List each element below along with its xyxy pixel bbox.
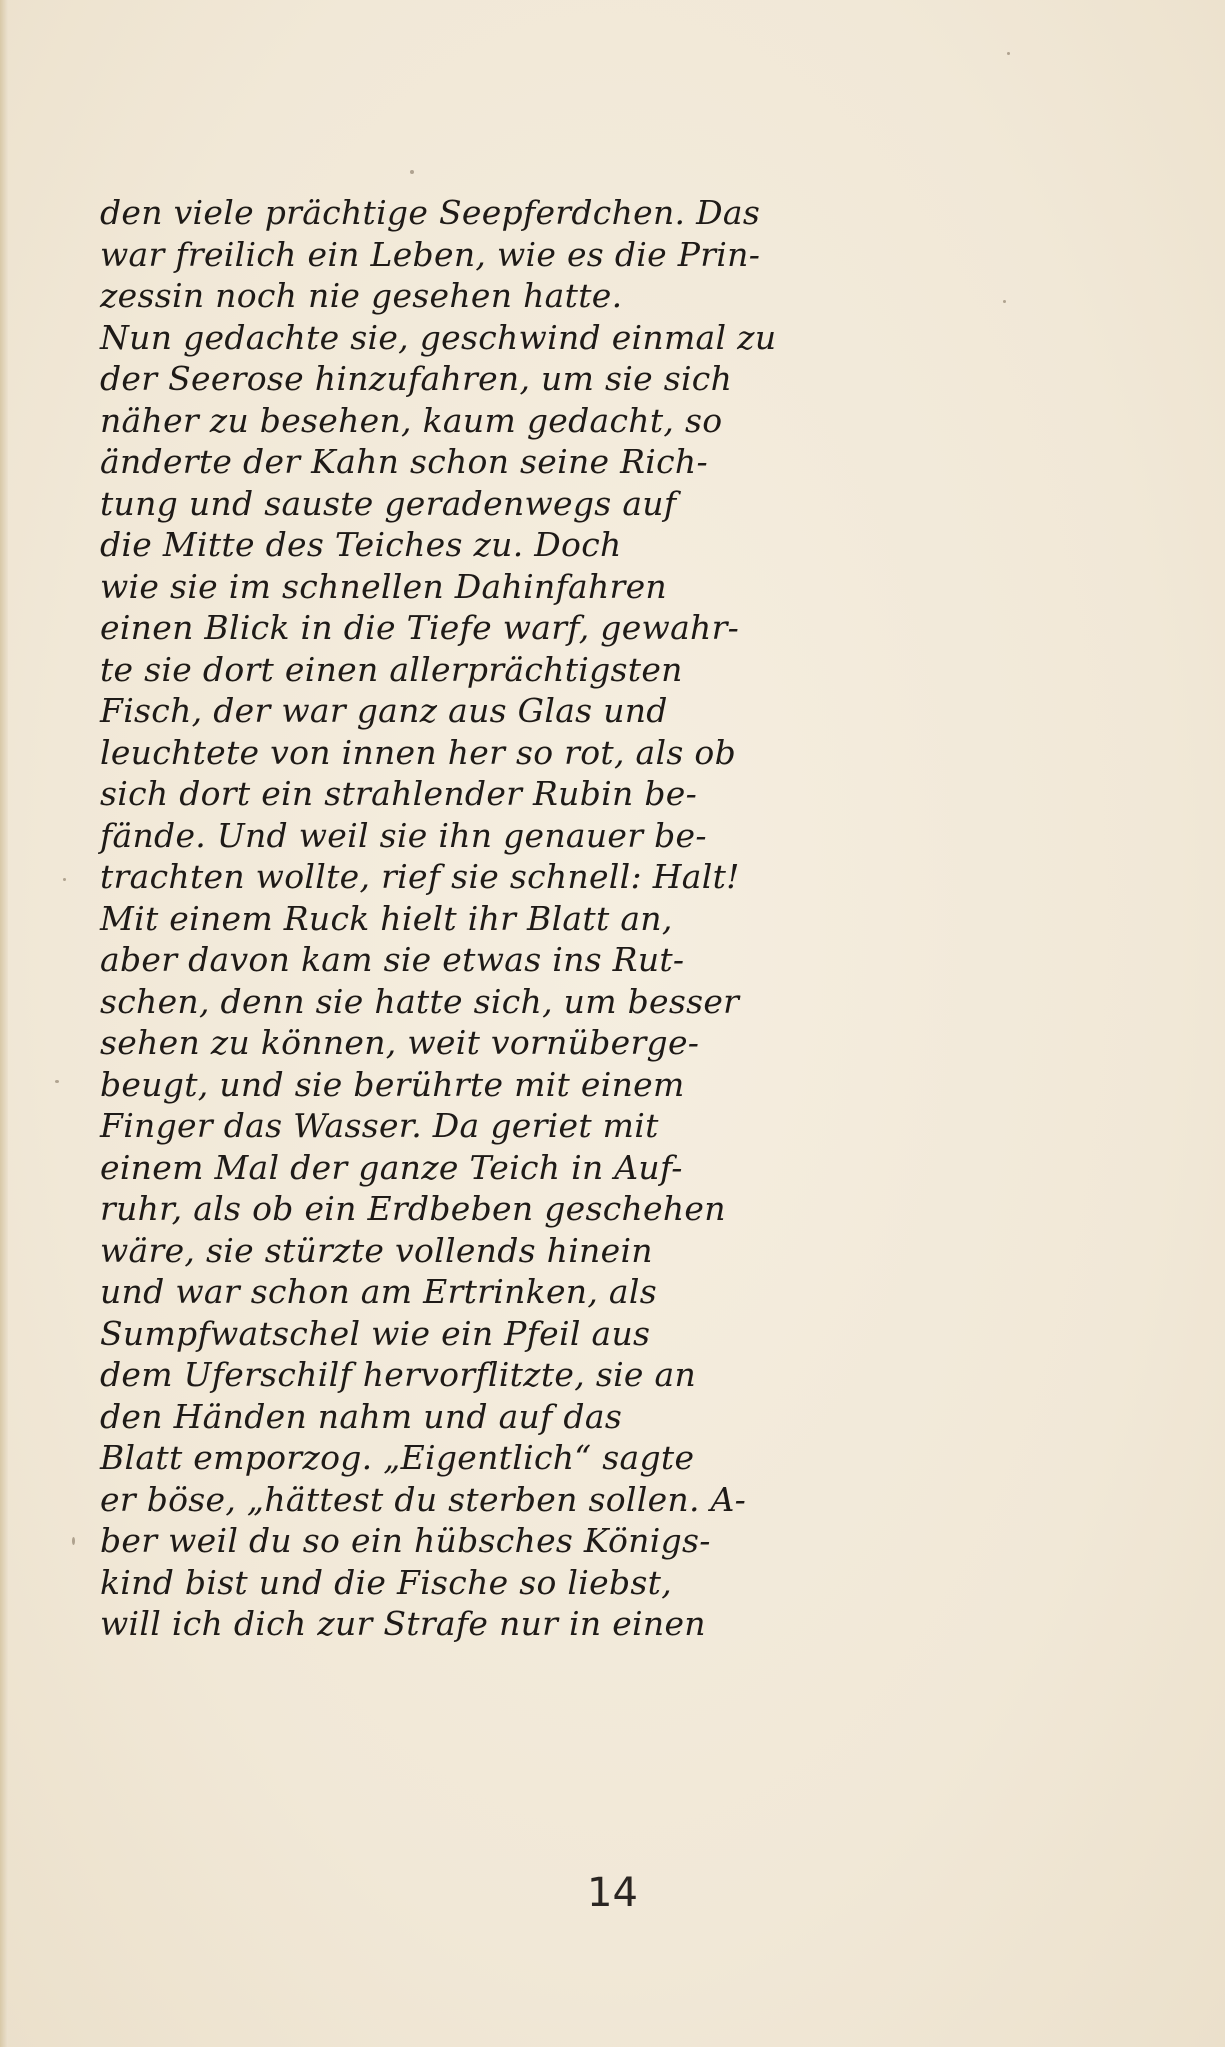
text-line: den viele prächtige Seepferdchen. Das (100, 193, 761, 232)
text-line: Finger das Wasser. Da geriet mit (100, 1106, 659, 1145)
paper-speck (1003, 300, 1006, 303)
text-line: te sie dort einen allerprächtigsten (100, 649, 683, 689)
text-line: änderte der Kahn schon seine Rich- (100, 442, 708, 481)
text-line: näher zu besehen, kaum gedacht, so (100, 400, 723, 440)
text-line: er böse, „hättest du sterben sollen. A- (100, 1479, 747, 1519)
text-line: wäre, sie stürzte vollends hinein (100, 1230, 653, 1270)
text-line: fände. Und weil sie ihn genauer be- (100, 815, 707, 855)
text-line: Sumpfwatschel wie ein Pfeil aus (100, 1313, 651, 1353)
handwritten-text-block (100, 192, 1120, 1645)
text-line: beugt, und sie berührte mit einem (100, 1064, 685, 1104)
text-line: den Händen nahm und auf das (100, 1396, 623, 1436)
text-line: sich dort ein strahlender Rubin be- (100, 774, 698, 813)
text-line: tung und sauste geradenwegs auf (100, 483, 677, 523)
text-line: dem Uferschilf hervorflitzte, sie an (100, 1355, 697, 1394)
text-line: die Mitte des Teiches zu. Doch (100, 525, 622, 564)
text-line: zessin noch nie gesehen hatte. (100, 276, 623, 315)
paper-speck (72, 1537, 75, 1545)
text-line: Fisch, der war ganz aus Glas und (100, 691, 668, 730)
text-line: Blatt emporzog. „Eigentlich“ sagte (100, 1438, 695, 1477)
paper-speck (63, 878, 66, 881)
paper-speck (55, 1080, 59, 1083)
page-number: 14 (587, 1870, 638, 1916)
text-line: will ich dich zur Strafe nur in einen (100, 1604, 706, 1643)
text-line: einem Mal der ganze Teich in Auf- (100, 1147, 683, 1187)
text-line: Mit einem Ruck hielt ihr Blatt an, (100, 898, 673, 938)
text-line: ber weil du so ein hübsches Königs- (100, 1521, 711, 1560)
text-line: ruhr, als ob ein Erdbeben geschehen (100, 1189, 726, 1228)
text-line: der Seerose hinzufahren, um sie sich (100, 359, 733, 398)
text-line: kind bist und die Fische so liebst, (100, 1562, 672, 1602)
text-line: einen Blick in die Tiefe warf, gewahr- (100, 608, 740, 647)
text-line: wie sie im schnellen Dahinfahren (100, 566, 667, 606)
paper-speck (1007, 52, 1010, 55)
text-line: trachten wollte, rief sie schnell: Halt! (100, 857, 740, 896)
text-line: aber davon kam sie etwas ins Rut- (100, 940, 685, 979)
text-line: Nun gedachte sie, geschwind einmal zu (100, 317, 777, 357)
paper-speck (410, 170, 414, 174)
text-line: sehen zu können, weit vornübergе- (100, 1023, 700, 1062)
text-line: war freilich ein Leben, wie es die Prin- (100, 234, 761, 274)
text-line: schen, denn sie hatte sich, um besser (100, 981, 740, 1021)
text-line: und war schon am Ertrinken, als (100, 1272, 657, 1311)
text-line: leuchtete von innen her so rot, als ob (100, 732, 736, 772)
page-edge (0, 0, 8, 2047)
